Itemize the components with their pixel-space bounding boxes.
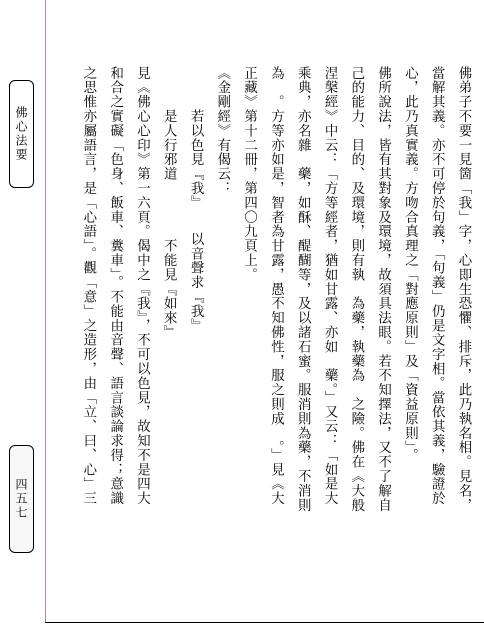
text-line: 佛所說法，皆有其對象及環境，故須具法眼。若不知擇法，又不了解自 xyxy=(375,66,391,513)
text-line: 正藏》第十二冊，第四〇九頁上。 xyxy=(241,66,257,282)
text-line: 之思惟亦屬語言，是「心語」。觀「意」之造形，由「立、曰、心」三 xyxy=(80,66,96,506)
text-line: 當解其義。亦不可停於句義，「句義」仍是文字相。當依其義，驗證於 xyxy=(429,66,445,506)
page-bottom-rule xyxy=(45,622,484,623)
text-line: 佛弟子不要一見箇「我」字，心即生恐懼、排斥，此乃執名相。見名， xyxy=(456,66,471,513)
text-line: 《金剛經》有偈云： xyxy=(214,66,230,196)
book-title-tab xyxy=(9,80,34,188)
text-line: 心，此乃真實義。方吻合真理之「對應原則」及「資益原則」。 xyxy=(402,66,418,463)
text-line: 是人行邪道 不能見『如來』 xyxy=(161,66,177,340)
page-number-tab xyxy=(9,445,34,553)
page-number: 四五七 xyxy=(14,478,28,520)
text-line: 己的能力、目的、及環境，則有執 為藥，執藥為 之險。佛在《大般 xyxy=(348,66,364,513)
text-line: 見《佛心心印》第一六頁。偈中之『我』，不可以色見，故知不是四大 xyxy=(134,66,150,506)
book-title: 佛心法要 xyxy=(14,106,28,162)
text-line: 乘典，亦名雜 藥，如酥、醍醐等，及以諸石蜜。服消則為藥，不消則 xyxy=(295,66,311,513)
text-line: 涅槃經》中云：「方等經者，猶如甘露、亦如 藥。」又云：「如是大 xyxy=(322,66,338,506)
text-line: 為 。方等亦如是，智者為甘露，愚不知佛性，服之則成 。」見《大 xyxy=(268,66,284,506)
page-body-text xyxy=(48,66,476,622)
text-line: 和合之實礙「色身、飯車、糞車」。不能由音聲、語言談論求得；意識 xyxy=(107,66,123,506)
text-line: 若以色見『我』 以音聲求『我』 xyxy=(188,66,204,333)
page-margin-line xyxy=(45,0,46,622)
